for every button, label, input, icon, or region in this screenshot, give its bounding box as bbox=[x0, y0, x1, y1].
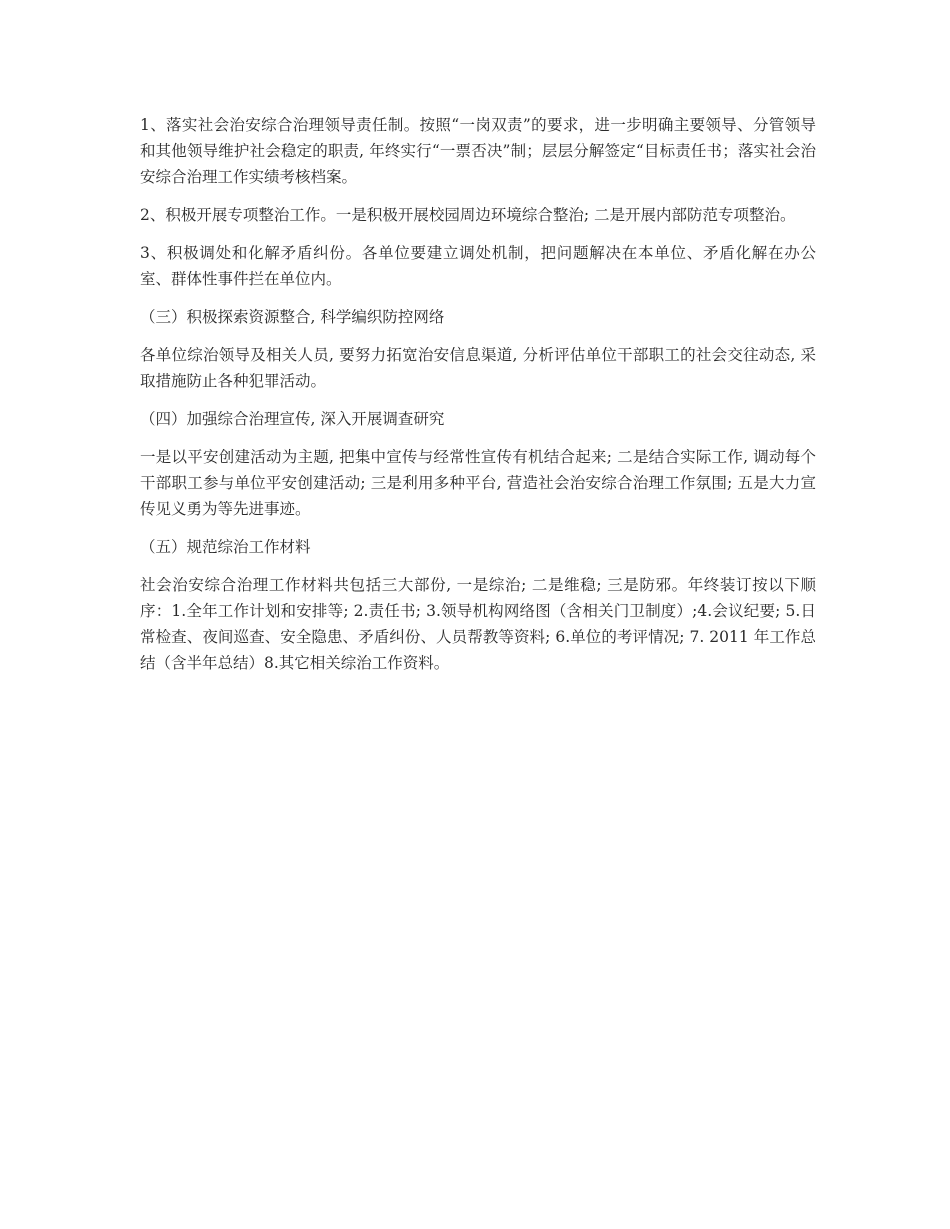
section-body-resource-integration: 各单位综治领导及相关人员, 要努力拓宽治安信息渠道, 分析评估单位干部职工的社会交往动态, 采取措施防止各种犯罪活动。 bbox=[140, 346, 816, 390]
section-heading-materials: （五）规范综治工作材料 bbox=[140, 538, 311, 556]
document-body bbox=[140, 112, 816, 688]
paragraph-dispute-mediation: 3、积极调处和化解矛盾纠份。各单位要建立调处机制，把问题解决在本单位、矛盾化解在办公室、群体性事件拦在单位内。 bbox=[140, 244, 816, 288]
section-heading-publicity: （四）加强综合治理宣传, 深入开展调查研究 bbox=[140, 410, 445, 428]
section-body-materials: 社会治安综合治理工作材料共包括三大部份, 一是综治; 二是维稳; 三是防邪。年终装订按以下顺序：1.全年工作计划和安排等; 2.责任书; 3.领导机构网络图（含相关门卫制度）;4.会议纪要; 5.日常检查、夜间巡查、安全隐患、矛盾纠份、人员帮教等资料; 6.单位的考评情况; 7. 2011 年工作总结（含半年总结）8.其它相关综治工作资料。 bbox=[140, 576, 816, 672]
paragraph-special-rectification: 2、积极开展专项整治工作。一是积极开展校园周边环境综合整治; 二是开展内部防范专项整治。 bbox=[140, 206, 796, 224]
section-body-publicity: 一是以平安创建活动为主题, 把集中宣传与经常性宣传有机结合起来; 二是结合实际工作, 调动每个干部职工参与单位平安创建活动; 三是利用多种平台, 营造社会治安综合治理工作氛围; 五是大力宣传见义勇为等先进事迹。 bbox=[140, 448, 816, 518]
paragraph-leadership-responsibility: 1、落实社会治安综合治理领导责任制。按照“一岗双责”的要求，进一步明确主要领导、分管领导和其他领导维护社会稳定的职责, 年终实行“一票否决”制；层层分解签定“目标责任书；落实社会治安综合治理工作实绩考核档案。 bbox=[140, 116, 816, 186]
section-heading-resource-integration: （三）积极探索资源整合, 科学编织防控网络 bbox=[140, 308, 445, 326]
